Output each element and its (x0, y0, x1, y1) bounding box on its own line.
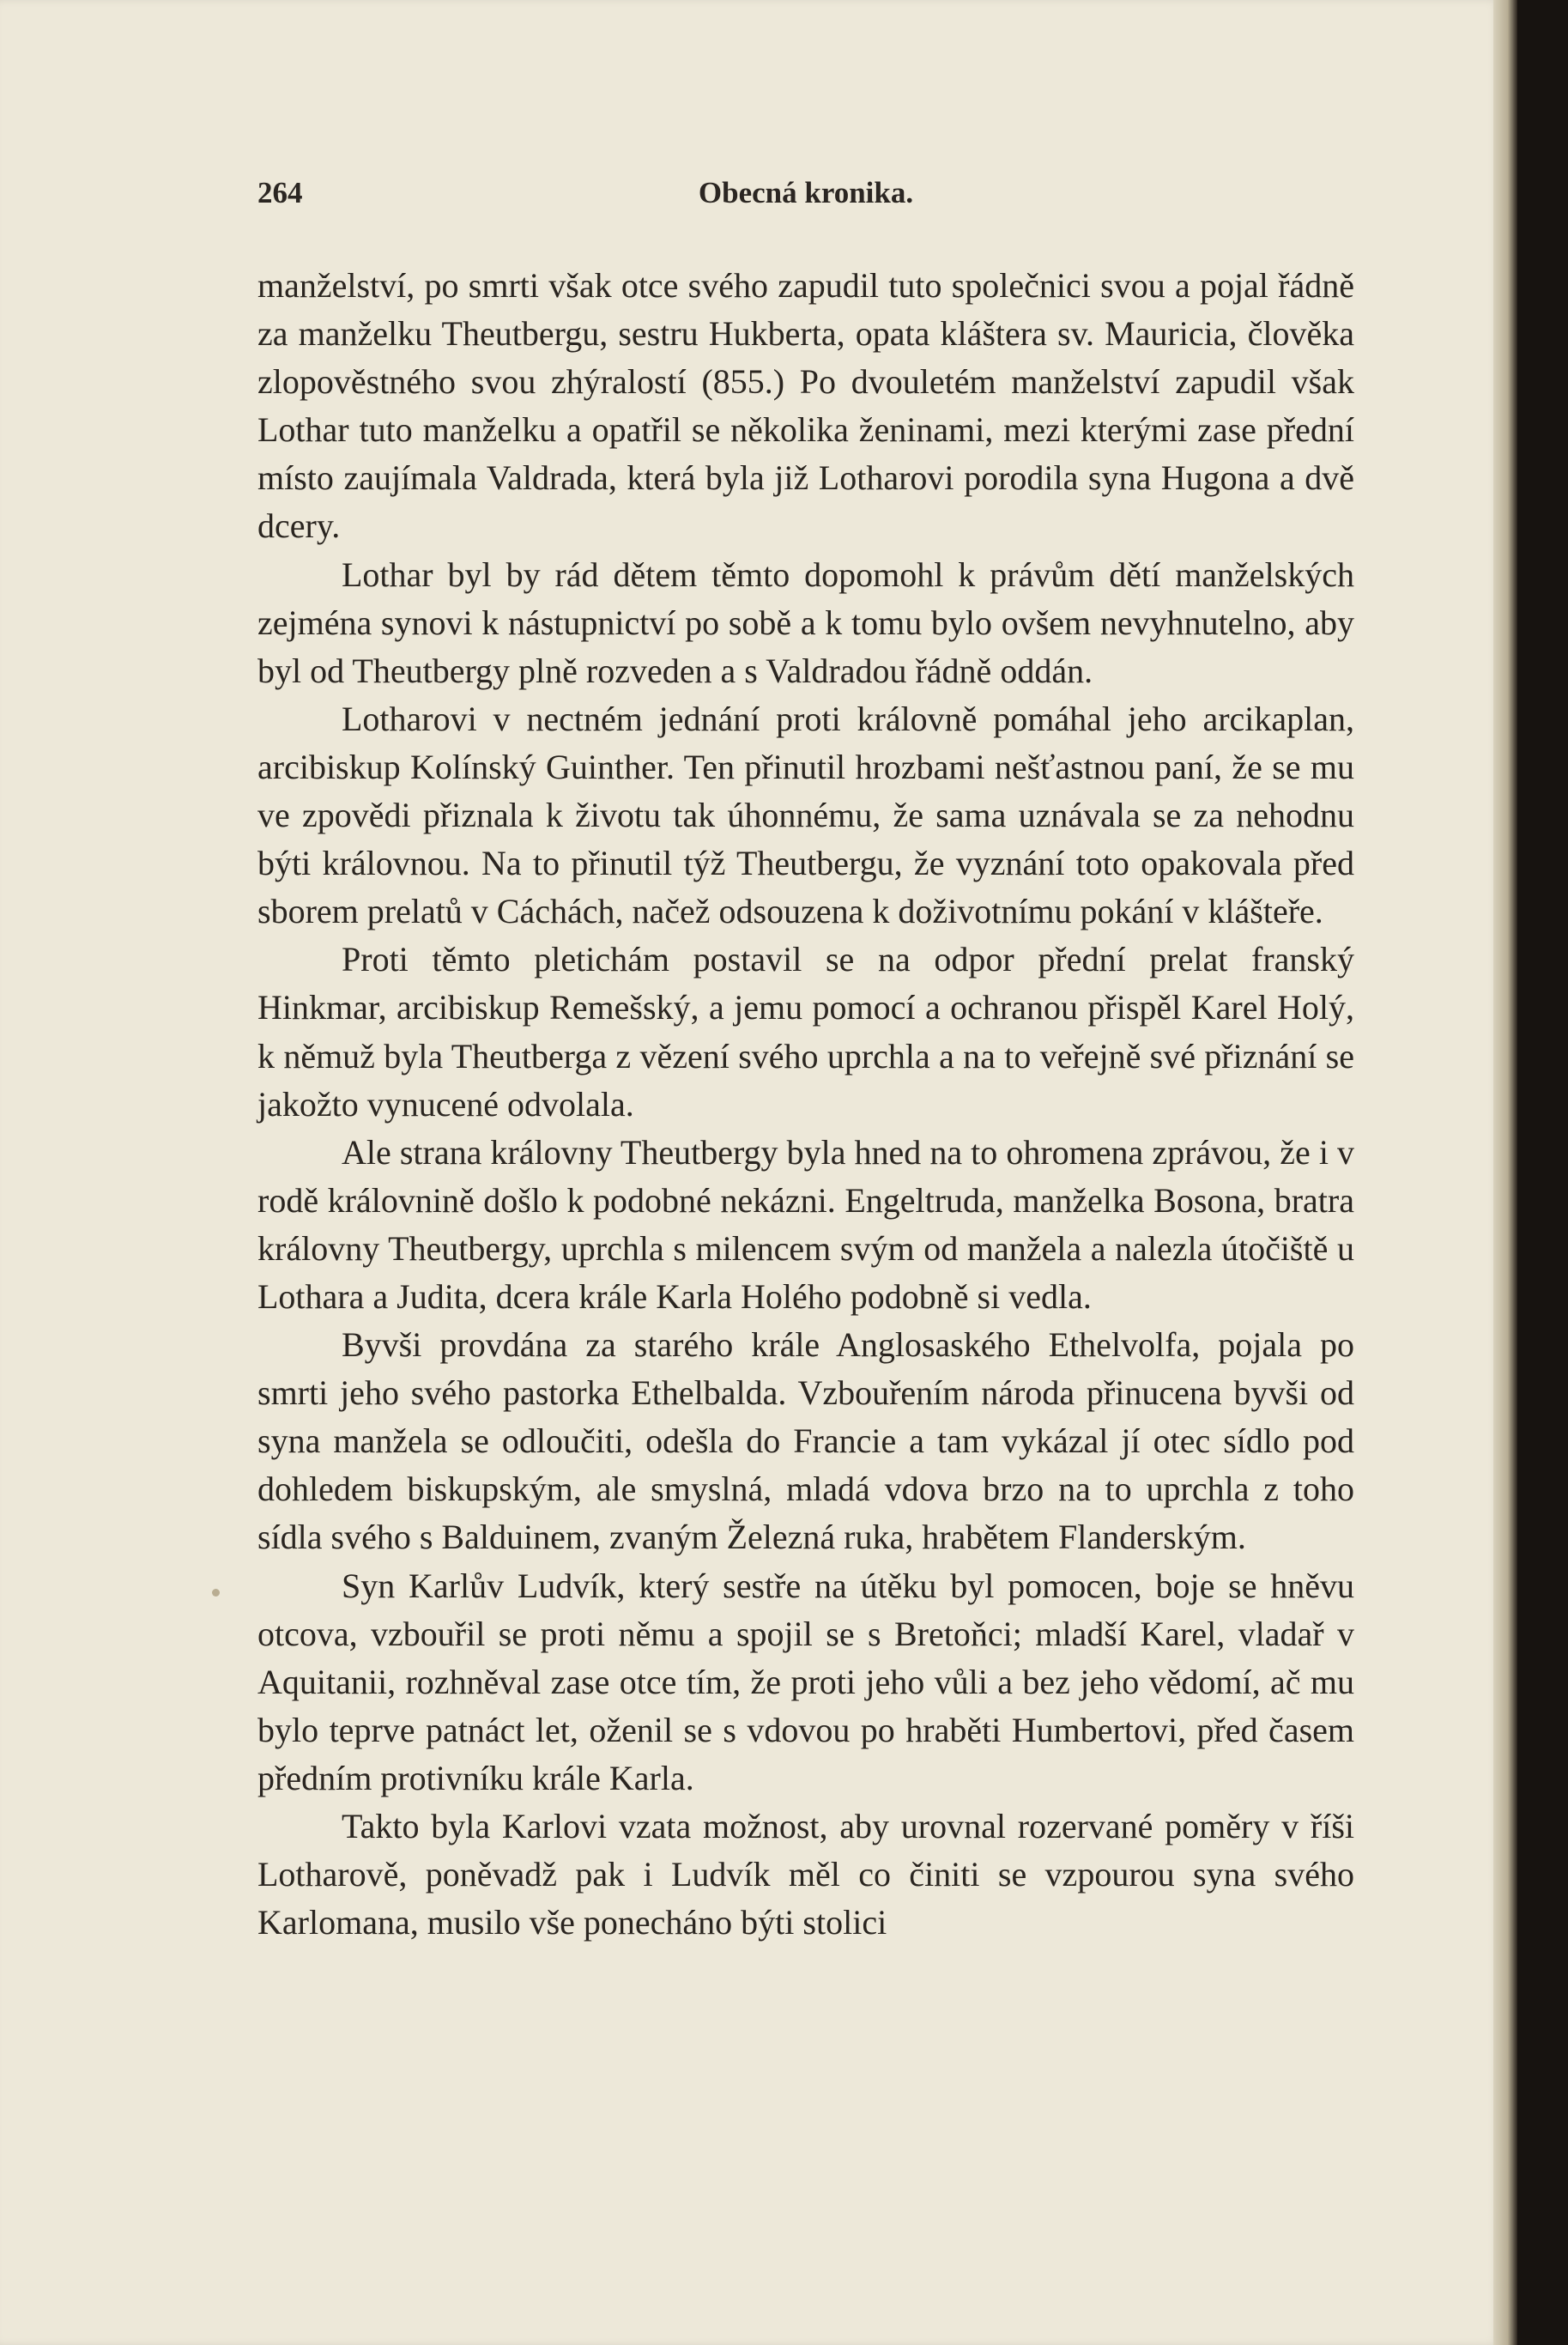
margin-mark (212, 1589, 220, 1597)
page-header (257, 176, 1354, 219)
paragraph-3: Lotharovi v nectném jednání proti královně pomáhal jeho arcikaplan, arcibiskup Kolínský Guinther. Ten přinutil hrozbami nešťastnou paní, že se mu ve zpovědi přiznala k životu tak úhonnému, že sama uznávala se za nehodnu býti královnou. Na to přinutil týž Theutbergu, že vyznání toto opakovala před sborem prelatů v Cáchách, načež odsouzena k doživotnímu pokání v klášteře. (257, 699, 1354, 931)
paragraph-6: Byvši provdána za starého krále Anglosaského Ethelvolfa, pojala po smrti jeho svého pastorka Ethelbalda. Vzbouřením národa přinucena byvši od syna manžela se odloučiti, odešla do Francie a tam vykázal jí otec sídlo pod dohledem biskupským, ale smyslná, mladá vdova brzo na to uprchla z toho sídla svého s Balduinem, zvaným Železná ruka, hrabětem Flanderským. (257, 1325, 1354, 1557)
paragraph-1: manželství, po smrti však otce svého zapudil tuto společnici svou a pojal řádně za manželku Theutbergu, sestru Hukberta, opata kláštera sv. Mauricia, člověka zlopověstného svou zhýralostí (855.) Po dvouletém manželství zapudil však Lothar tuto manželku a opatřil se několika ženinami, mezi kterými zase přední místo zaujímala Valdrada, která byla již Lotharovi porodila syna Hugona a dvě dcery. (257, 266, 1354, 546)
page-number: 264 (257, 176, 303, 209)
running-title: Obecná kronika. (698, 176, 914, 209)
body-text (257, 262, 1354, 1947)
paragraph-2: Lothar byl by rád dětem těmto dopomohl k právům dětí manželských zejména synovi k nástupnictví po sobě a k tomu bylo ovšem nevyhnutelno, aby byl od Theutbergy plně rozveden a s Valdradou řádně oddán. (257, 554, 1354, 690)
paragraph-4: Proti těmto pletichám postavil se na odpor přední prelat franský Hinkmar, arcibiskup Remešský, a jemu pomocí a ochranou přispěl Karel Holý, k němuž byla Theutberga z vězení svého uprchla a na to veřejně své přiznání se jakožto vynucené odvolala. (257, 940, 1354, 1124)
paragraph-5: Ale strana královny Theutbergy byla hned na to ohromena zprávou, že i v rodě královnině došlo k podobné nekázni. Engeltruda, manželka Bosona, bratra královny Theutbergy, uprchla s milencem svým od manžela a nalezla útočiště u Lothara a Judita, dcera krále Karla Holého podobně si vedla. (257, 1132, 1354, 1316)
paragraph-7: Syn Karlův Ludvík, který sestře na útěku byl pomocen, boje se hněvu otcova, vzbouřil se proti němu a spojil se s Bretoňci; mladší Karel, vladař v Aquitanii, rozhněval zase otce tím, že proti jeho vůli a bez jeho vědomí, ač mu bylo teprve patnáct let, oženil se s vdovou po hraběti Humbertovi, před časem předním protivníku krále Karla. (257, 1566, 1354, 1797)
page-edge (1493, 0, 1517, 2345)
paragraph-8: Takto byla Karlovi vzata možnost, aby urovnal rozervané poměry v říši Lotharově, poněvadž pak i Ludvík měl co činiti se vzpourou syna svého Karlomana, musilo vše ponecháno býti stolici (257, 1807, 1354, 1942)
